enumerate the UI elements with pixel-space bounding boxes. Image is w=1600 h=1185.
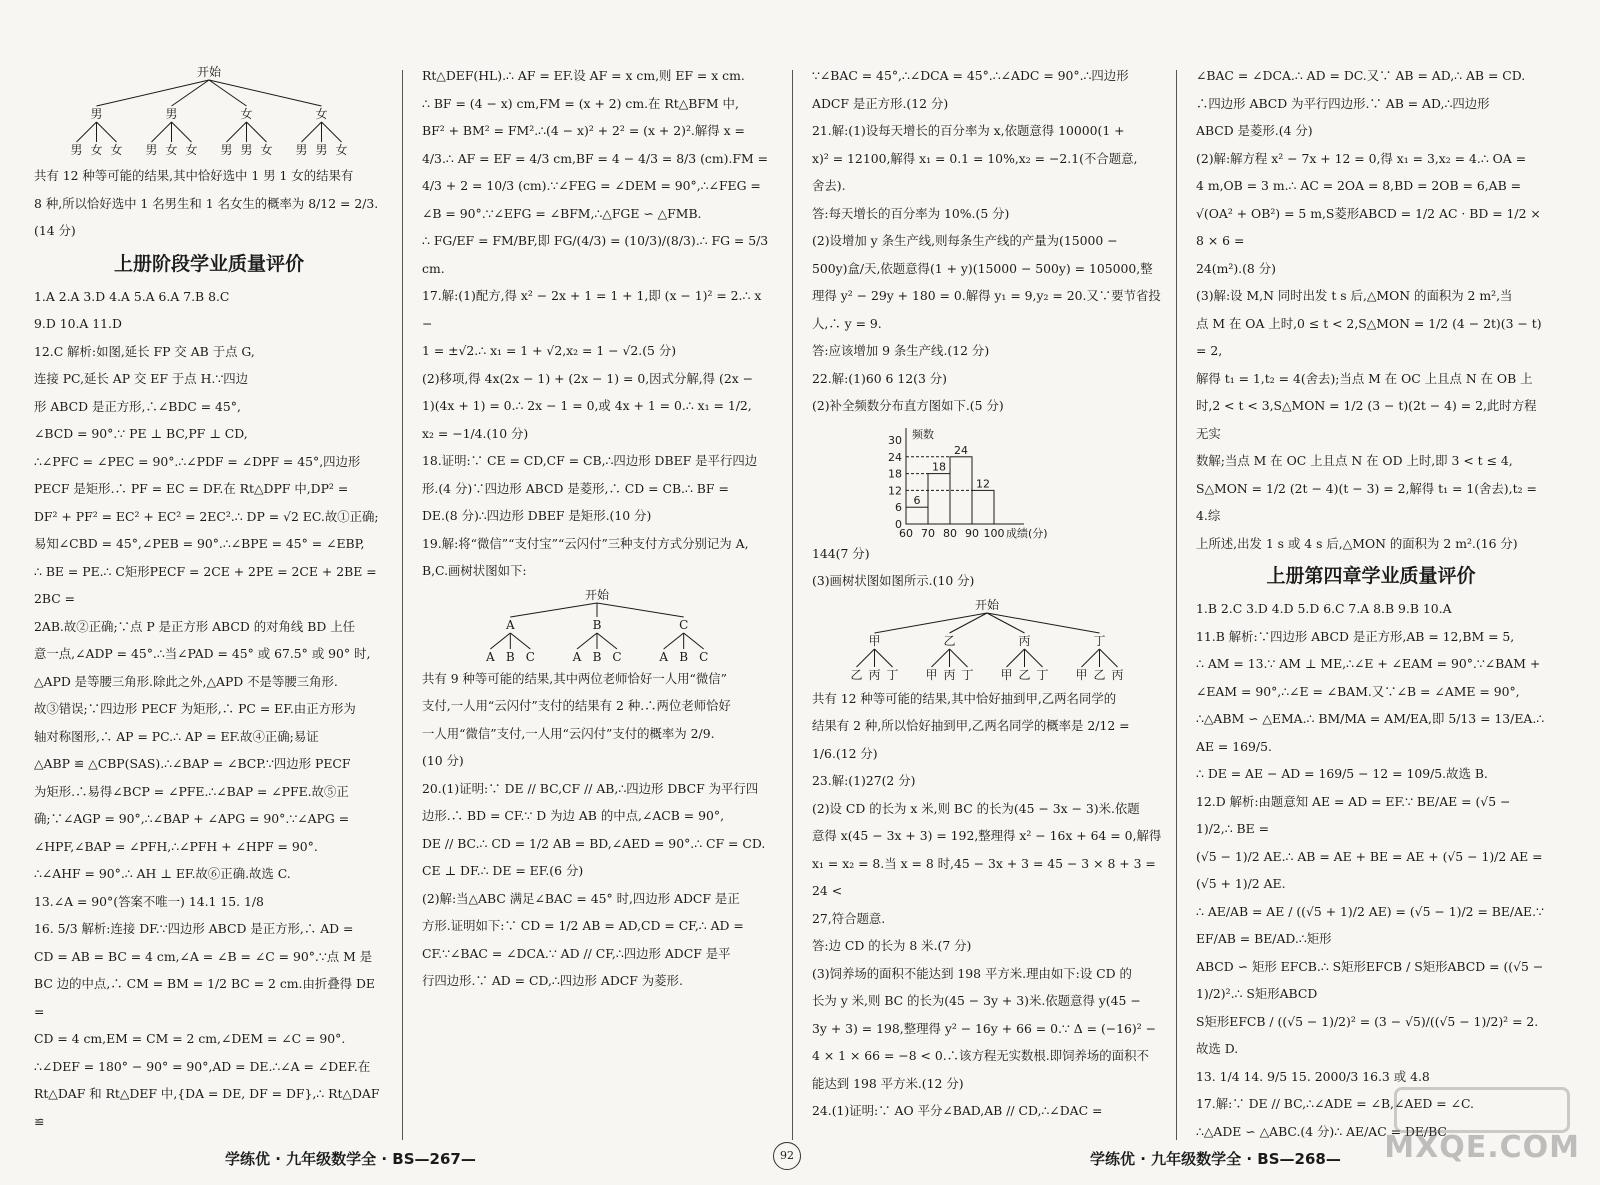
column-divider	[1176, 70, 1177, 1140]
watermark-seal	[1394, 1087, 1570, 1133]
text-line: 支付,一人用“云闪付”支付的结果有 2 种.∴两位老师恰好	[422, 698, 731, 713]
text-line: (3)解:设 M,N 同时出发 t s 后,△MON 的面积为 2 m²,当	[1196, 288, 1513, 303]
tree-branch	[684, 633, 704, 649]
text-line: BF² + BM² = FM².∴(4 − x)² + 2² = (x + 2)².解得 x =	[422, 123, 745, 138]
text-line: (14 分)	[34, 223, 76, 238]
text-line: 27,符合题意.	[812, 910, 886, 926]
text-line: ∴ AM = 13.∵ AM ⊥ ME,∴∠E + ∠EAM = 90°.∵∠BAM +	[1196, 656, 1541, 671]
tree-branch	[247, 122, 267, 142]
tree-branch	[302, 122, 322, 142]
tree-leaf-label: 男	[240, 143, 253, 157]
tree-branch	[950, 649, 968, 667]
text-line: 边形.∴ BD = CF.∵ D 为边 AB 的中点,∠ACB = 90°,	[422, 808, 725, 823]
tree-leaf-label: 男	[295, 143, 308, 157]
tree-diagram-students	[837, 595, 1137, 685]
text-line: 24(m²).(8 分)	[1196, 260, 1276, 276]
section-heading: 上册第四章学业质量评价	[1266, 565, 1476, 587]
text-line: (3)画树状图如图所示.(10 分)	[812, 573, 975, 588]
text-line: 2AB.故②正确;∵点 P 是正方形 ABCD 的对角线 BD 上任	[34, 618, 356, 634]
answer-text-block	[1196, 62, 1546, 557]
text-line: √(OA² + OB²) = 5 m,S菱形ABCD = 1/2 AC · BD = 1/2 × 8 × 6 =	[1196, 205, 1541, 248]
text-line: 共有 12 种等可能的结果,其中恰好选中 1 男 1 女的结果有	[34, 168, 354, 183]
text-line: 共有 12 种等可能的结果,其中恰好抽到甲,乙两名同学的	[812, 690, 1117, 706]
answer-text-block	[34, 162, 384, 245]
tree-branch	[172, 122, 192, 142]
tree-branch	[987, 613, 1100, 633]
tree-branch	[1100, 649, 1118, 667]
tree-leaf-label: 丙	[868, 667, 881, 682]
text-line: ∴ BE = PE.∴ C矩形PECF = 2CE + 2PE = 2CE + 2BE = 2BC =	[34, 563, 377, 606]
text-line: 1.B 2.C 3.D 4.D 5.D 6.C 7.A 8.B 9.B 10.A	[1196, 601, 1452, 616]
text-line: 答:应该增加 9 条生产线.(12 分)	[812, 343, 990, 358]
text-line: ABCD 是菱形.(4 分)	[1196, 123, 1313, 138]
text-line: 23.解:(1)27(2 分)	[812, 773, 916, 788]
text-line: 行四边形.∵ AD = CD,∴四边形 ADCF 为菱形.	[422, 973, 683, 988]
text-line: B,C.画树状图如下:	[422, 563, 527, 578]
answer-text-block	[422, 665, 772, 995]
x-tick-label: 80	[943, 526, 957, 540]
tree-leaf-label: 女	[185, 143, 198, 157]
text-line: ∠HPF,∠BAP = ∠PFH,∴∠PFH + ∠HPF = 90°.	[34, 838, 318, 854]
tree-leaf-label: 丁	[886, 667, 899, 682]
text-line: (3)饲养场的面积不能达到 198 平方米.理由如下:设 CD 的	[812, 965, 1132, 981]
y-tick-label: 12	[888, 483, 902, 497]
text-line: x₁ = x₂ = 8.当 x = 8 时,45 − 3x + 3 = 45 − 3 × 8 + 3 = 24 <	[812, 855, 1156, 898]
text-line: 20.(1)证明:∵ DE // BC,CF // AB,∴四边形 DBCF 为平行四	[422, 780, 759, 796]
text-line: S矩形EFCB / ((√5 − 1)/2)² = (3 − √5)/((√5 − 1)/2)² = 2.故选 D.	[1196, 1013, 1539, 1056]
answer-text-block	[34, 283, 384, 1136]
answer-text-block	[1196, 595, 1546, 1145]
histogram-bar	[928, 473, 950, 523]
tree-branch	[77, 122, 97, 142]
text-line: 答:每天增长的百分率为 10%.(5 分)	[812, 205, 1010, 221]
text-line: ∴ FG/EF = FM/BF,即 FG/(4/3) = (10/3)/(8/3).∴ FG = 5/3 cm.	[422, 233, 769, 276]
text-line: 17.解:(1)配方,得 x² − 2x + 1 = 1 + 1,即 (x − 1)² = 2.∴ x −	[422, 288, 762, 331]
text-line: (2)移项,得 4x(2x − 1) + (2x − 1) = 0,因式分解,得 (2x −	[422, 370, 754, 386]
page-mark: 92	[773, 1142, 801, 1170]
tree-node-label: 丙	[1018, 633, 1031, 648]
text-line: △ABP ≌ △CBP(SAS).∴∠BAP = ∠BCP.∵四边形 PECF	[34, 756, 351, 771]
tree-leaf-label: C	[525, 649, 535, 664]
text-line: 上所述,出发 1 s 或 4 s 后,△MON 的面积为 2 m².(16 分)	[1196, 535, 1518, 551]
tree-leaf-label: 女	[335, 143, 348, 157]
text-line: 形.(4 分)∵四边形 ABCD 是菱形,∴ CD = CB.∴ BF =	[422, 480, 729, 496]
tree-node-label: 男	[165, 107, 178, 121]
answer-text-block	[812, 685, 1162, 1125]
text-line: 人,∴ y = 9.	[812, 315, 882, 331]
text-line: ∴△ADE ∽ △ABC.(4 分)∴ AE/AC = DE/BC	[1196, 1123, 1447, 1139]
text-line: 共有 9 种等可能的结果,其中两位老师恰好一人用“微信”	[422, 670, 727, 686]
y-tick-label: 18	[888, 467, 902, 481]
text-line: (2)补全频数分布直方图如下.(5 分)	[812, 398, 1004, 413]
tree-leaf-label: 男	[315, 143, 328, 157]
text-line: 数解;当点 M 在 OC 上且点 N 在 OD 上时,即 3 < t ≤ 4,	[1196, 453, 1513, 468]
tree-node-label: 丁	[1093, 633, 1106, 648]
text-line: 12.D 解析:由题意知 AE = AD = EF.∵ BE/AE = (√5 − 1)/2,∴ BE =	[1196, 793, 1511, 836]
text-line: (10 分)	[422, 753, 464, 768]
text-line: 时,2 < t < 3,S△MON = 1/2 (3 − t)(2t − 4) = 2,此时方程无实	[1196, 398, 1537, 441]
tree-node-label: B	[592, 617, 602, 632]
y-axis-label: 频数	[912, 427, 934, 441]
column-1	[34, 62, 384, 1129]
tree-leaf-label: 女	[110, 143, 123, 157]
text-line: ∴ DE = AE − AD = 169/5 − 12 = 109/5.故选 B.	[1196, 766, 1488, 781]
text-line: 13. 1/4 14. 9/5 15. 2000/3 16.3 或 4.8	[1196, 1068, 1430, 1084]
tree-branch	[152, 122, 172, 142]
tree-leaf-label: 甲	[1000, 667, 1013, 682]
tree-leaf-label: 丁	[1036, 667, 1049, 682]
tree-root-label: 开始	[584, 587, 610, 602]
answer-text-block	[812, 62, 1162, 420]
text-line: 4/3.∴ AF = EF = 4/3 cm,BF = 4 − 4/3 = 8/3 (cm).FM =	[422, 150, 769, 166]
text-line: PECF 是矩形.∴ PF = EC = DF.在 Rt△DPF 中,DP² =	[34, 481, 349, 496]
text-line: 故③错误;∵四边形 PECF 为矩形,∴ PC = EF.由正方形为	[34, 701, 356, 716]
text-line: 连接 PC,延长 AP 交 EF 于点 H.∵四边	[34, 371, 249, 386]
text-line: △APD 是等腰三角形.除此之外,△APD 不是等腰三角形.	[34, 673, 338, 689]
text-line: 理得 y² − 29y + 180 = 0.解得 y₁ = 9,y₂ = 20.又∵要节省投	[812, 288, 1161, 303]
text-line: ∴ BF = (4 − x) cm,FM = (x + 2) cm.在 Rt△BFM 中,	[422, 95, 739, 111]
column-2	[422, 62, 772, 1122]
text-line: 4 × 1 × 66 = −8 < 0.∴该方程无实数根.即饲养场的面积不	[812, 1048, 1149, 1063]
y-tick-label: 30	[888, 433, 902, 447]
text-line: x)² = 12100,解得 x₁ = 0.1 = 10%,x₂ = −2.1(不合题意,	[812, 150, 1138, 166]
tree-branch	[1007, 649, 1025, 667]
text-line: 结果有 2 种,所以恰好抽到甲,乙两名同学的概率是 2/12 =	[812, 718, 1130, 733]
text-line: CF.∵∠BAC = ∠DCA.∵ AD // CF,∴四边形 ADCF 是平	[422, 945, 731, 961]
y-tick-label: 24	[888, 450, 902, 464]
text-line: CE ⊥ DF.∴ DE = EF.(6 分)	[422, 863, 584, 878]
text-line: 易知∠CBD = 45°,∠PEB = 90°.∴∠BPE = 45° = ∠EBP,	[34, 536, 365, 551]
x-axis-label: 成绩(分)	[1006, 526, 1048, 540]
tree-leaf-label: 丙	[943, 667, 956, 682]
y-tick-label: 6	[895, 500, 902, 514]
tree-branch	[490, 633, 510, 649]
text-line: ∴四边形 ABCD 为平行四边形.∵ AB = AD,∴四边形	[1196, 95, 1490, 111]
column-3	[812, 62, 1162, 1122]
text-line: 意一点,∠ADP = 45°.∴当∠PAD = 45° 或 67.5° 或 90° 时,	[34, 646, 371, 661]
text-line: 一人用“微信”支付,一人用“云闪付”支付的概率为 2/9.	[422, 725, 715, 741]
tree-leaf-label: A	[659, 649, 669, 664]
x-tick-label: 100	[983, 526, 1005, 540]
tree-diagram-payment	[467, 585, 727, 665]
tree-leaf-label: 甲	[1075, 667, 1088, 682]
column-divider	[402, 70, 403, 1140]
text-line: 4 m,OB = 3 m.∴ AC = 2OA = 8,BD = 2OB = 6,AB =	[1196, 178, 1522, 193]
text-line: 3y + 3) = 198,整理得 y² − 16y + 66 = 0.∵ Δ = (−16)² −	[812, 1020, 1157, 1036]
bar-value-label: 18	[932, 460, 946, 474]
histogram-bar	[906, 507, 928, 524]
tree-leaf-label: B	[679, 649, 689, 664]
text-line: 答:边 CD 的长为 8 米.(7 分)	[812, 938, 972, 953]
text-line: (2)设增加 y 条生产线,则每条生产线的产量为(15000 −	[812, 233, 1118, 248]
tree-diagram-gender	[59, 62, 359, 162]
tree-leaf-label: 女	[165, 143, 178, 157]
text-line: 舍去).	[812, 178, 846, 193]
text-line: ∠B = 90°.∵∠EFG = ∠BFM,∴△FGE ∽ △FMB.	[422, 205, 702, 221]
tree-branch	[857, 649, 875, 667]
tree-root-label: 开始	[974, 597, 1000, 612]
text-line: (2)解:解方程 x² − 7x + 12 = 0,得 x₁ = 3,x₂ = 4.∴ OA =	[1196, 150, 1527, 166]
tree-leaf-label: 甲	[925, 667, 938, 682]
text-line: 确;∵∠AGP = 90°,∴∠BAP + ∠APG = 90°.∵∠APG =	[34, 811, 350, 826]
answer-text-block	[812, 540, 1162, 595]
text-line: Rt△DEF(HL).∴ AF = EF.设 AF = x cm,则 EF = x cm.	[422, 68, 745, 83]
text-line: 144(7 分)	[812, 545, 870, 561]
tree-leaf-label: 男	[145, 143, 158, 157]
tree-root-label: 开始	[196, 65, 222, 79]
text-line: 1)(4x + 1) = 0.∴ 2x − 1 = 0,或 4x + 1 = 0.∴ x₁ = 1/2,	[422, 398, 752, 413]
text-line: (2)解:当△ABC 满足∠BAC = 45° 时,四边形 ADCF 是正	[422, 890, 740, 906]
text-line: 形 ABCD 是正方形,∴∠BDC = 45°,	[34, 398, 241, 414]
tree-node-label: 乙	[943, 633, 956, 648]
tree-node-label: 甲	[868, 633, 881, 648]
bar-value-label: 24	[954, 443, 968, 457]
text-line: (2)设 CD 的长为 x 米,则 BC 的长为(45 − 3x − 3)米.依题	[812, 800, 1140, 816]
tree-leaf-label: A	[485, 649, 495, 664]
text-line: DE.(8 分)∴四边形 DBEF 是矩形.(10 分)	[422, 508, 652, 523]
tree-branch	[664, 633, 684, 649]
frequency-histogram	[812, 420, 1162, 540]
tree-branch	[875, 649, 893, 667]
text-line: 9.D 10.A 11.D	[34, 316, 122, 331]
text-line: 能达到 198 平方米.(12 分)	[812, 1075, 964, 1091]
x-tick-label: 90	[965, 526, 979, 540]
text-line: 1/6.(12 分)	[812, 745, 878, 761]
tree-branch	[322, 122, 342, 142]
text-line: 500y)盒/天,依题意得(1 + y)(15000 − 500y) = 105000,整	[812, 260, 1153, 276]
text-line: DE // BC.∴ CD = 1/2 AB = BD,∠AED = 90°.∴ CF = CD.	[422, 835, 766, 851]
text-line: ∠EAM = 90°,∴∠E = ∠BAM.又∵∠B = ∠AME = 90°,	[1196, 683, 1520, 699]
tree-leaf-label: 乙	[1093, 667, 1106, 682]
tree-leaf-label: 乙	[850, 667, 863, 682]
text-line: 19.解:将“微信”“支付宝”“云闪付”三种支付方式分别记为 A,	[422, 535, 749, 551]
text-line: 17.解:∵ DE // BC,∴∠ADE = ∠B,∠AED = ∠C.	[1196, 1096, 1474, 1111]
text-line: 24.(1)证明:∵ AO 平分∠BAD,AB // CD,∴∠DAC =	[812, 1103, 1103, 1118]
text-line: Rt△DAF 和 Rt△DEF 中,{DA = DE, DF = DF},∴ Rt△DAF ≌	[34, 1086, 380, 1129]
tree-branch	[597, 633, 617, 649]
section-heading: 上册阶段学业质量评价	[113, 252, 304, 275]
tree-branch	[97, 122, 117, 142]
tree-branch	[510, 633, 530, 649]
text-line: 18.证明:∵ CE = CD,CF = CB,∴四边形 DBEF 是平行四边	[422, 453, 758, 468]
answer-text-block	[422, 62, 772, 585]
watermark: MXQE.COM	[1384, 1130, 1580, 1165]
tree-branch	[597, 603, 684, 617]
text-line: ∴∠DEF = 180° − 90° = 90°,AD = DE.∴∠A = ∠DEF.在	[34, 1058, 371, 1074]
tree-branch	[227, 122, 247, 142]
bar-value-label: 12	[976, 476, 990, 490]
text-line: 8 种,所以恰好选中 1 名男生和 1 名女生的概率为 8/12 = 2/3.	[34, 195, 379, 211]
text-line: 1.A 2.A 3.D 4.A 5.A 6.A 7.B 8.C	[34, 288, 230, 304]
text-line: 1 = ±√2.∴ x₁ = 1 + √2,x₂ = 1 − √2.(5 分)	[422, 343, 677, 358]
tree-leaf-label: 丙	[1111, 667, 1124, 682]
histogram-bar	[972, 490, 994, 524]
text-line: ∴△ABM ∽ △EMA.∴ BM/MA = AM/EA,即 5/13 = 13/EA.∴ AE = 169/5.	[1196, 711, 1545, 754]
text-line: 方形.证明如下:∵ CD = 1/2 AB = AD,CD = CF,∴ AD =	[422, 918, 744, 933]
text-line: ADCF 是正方形.(12 分)	[812, 95, 949, 111]
text-line: x₂ = −1/4.(10 分)	[422, 425, 529, 441]
text-line: CD = 4 cm,EM = CM = 2 cm,∠DEM = ∠C = 90°.	[34, 1031, 346, 1046]
text-line: DF² + PF² = EC² + EC² = 2EC².∴ DP = √2 EC.故①正确;	[34, 508, 379, 524]
tree-leaf-label: 男	[220, 143, 233, 157]
text-line: ∴∠AHF = 90°.∴ AH ⊥ EF.故⑥正确.故选 C.	[34, 866, 291, 881]
text-line: 16. 5/3 解析:连接 DF.∵四边形 ABCD 是正方形,∴ AD =	[34, 921, 354, 936]
text-line: 点 M 在 OA 上时,0 ≤ t < 2,S△MON = 1/2 (4 − 2t)(3 − t) = 2,	[1196, 315, 1542, 358]
text-line: 11.B 解析:∵四边形 ABCD 是正方形,AB = 12,BM = 5,	[1196, 628, 1515, 644]
text-line: ∠BAC = ∠DCA.∴ AD = DC.又∵ AB = AD,∴ AB = CD.	[1196, 68, 1526, 83]
tree-leaf-label: 男	[70, 143, 83, 157]
text-line: 为矩形.∴易得∠BCP = ∠PFE.∴∠BAP = ∠PFE.故⑤正	[34, 783, 349, 799]
text-line: 22.解:(1)60 6 12(3 分)	[812, 370, 947, 386]
text-line: ABCD ∽ 矩形 EFCB.∴ S矩形EFCB / S矩形ABCD = ((√5 − 1)/2)².∴ S矩形ABCD	[1196, 958, 1544, 1001]
text-line: 长为 y 米,则 BC 的长为(45 − 3y + 3)米.依题意得 y(45 −	[812, 993, 1141, 1008]
text-line: ∵∠BAC = 45°,∴∠DCA = 45°.∴∠ADC = 90°.∴四边形	[812, 68, 1129, 83]
tree-node-label: A	[505, 617, 515, 632]
column-4	[1196, 62, 1546, 1139]
tree-branch	[510, 603, 597, 617]
tree-branch	[97, 80, 210, 106]
tree-node-label: 男	[90, 107, 103, 121]
column-divider	[792, 70, 793, 1140]
text-line: ∴ AE/AB = AE / ((√5 + 1)/2 AE) = (√5 − 1)/2 = BE/AE.∵ EF/AB = BE/AD.∴矩形	[1196, 903, 1544, 946]
text-line: 12.C 解析:如图,延长 FP 交 AB 于点 G,	[34, 343, 255, 359]
text-line: BC 边的中点,∴ CM = BM = 1/2 BC = 2 cm.由折叠得 DE =	[34, 976, 375, 1019]
footer-right: 学练优 · 九年级数学全 · BS—268—	[1090, 1150, 1341, 1168]
text-line: 轴对称图形,∴ AP = PC.∴ AP = EF.故④正确;易证	[34, 728, 319, 744]
bar-value-label: 6	[913, 493, 921, 507]
text-line: 意得 x(45 − 3x + 3) = 192,整理得 x² − 16x + 64 = 0,解得	[812, 828, 1162, 843]
footer-left: 学练优 · 九年级数学全 · BS—267—	[225, 1150, 476, 1168]
tree-leaf-label: 女	[90, 143, 103, 157]
text-line: 21.解:(1)设每天增长的百分率为 x,依题意得 10000(1 +	[812, 123, 1125, 138]
text-line: 解得 t₁ = 1,t₂ = 4(舍去);当点 M 在 OC 上且点 N 在 OB 上	[1196, 370, 1533, 386]
tree-leaf-label: 丁	[961, 667, 974, 682]
tree-node-label: 女	[240, 107, 253, 121]
x-tick-label: 60	[899, 526, 913, 540]
tree-leaf-label: 乙	[1018, 667, 1031, 682]
text-line: S△MON = 1/2 (2t − 4)(t − 3) = 2,解得 t₁ = 1(舍去),t₂ = 4.综	[1196, 480, 1537, 523]
tree-leaf-label: B	[505, 649, 515, 664]
text-line: CD = AB = BC = 4 cm,∠A = ∠B = ∠C = 90°.∵点 M 是	[34, 948, 373, 964]
tree-leaf-label: C	[612, 649, 622, 664]
text-line: 13.∠A = 90°(答案不唯一) 14.1 15. 1/8	[34, 893, 264, 909]
tree-branch	[1025, 649, 1043, 667]
tree-node-label: C	[679, 617, 689, 632]
tree-leaf-label: C	[699, 649, 709, 664]
tree-leaf-label: 女	[260, 143, 273, 157]
text-line: 4/3 + 2 = 10/3 (cm).∵∠FEG = ∠DEM = 90°,∴∠FEG =	[422, 178, 761, 193]
tree-leaf-label: B	[592, 649, 602, 664]
tree-branch	[209, 80, 322, 106]
x-tick-label: 70	[921, 526, 935, 540]
tree-branch	[577, 633, 597, 649]
tree-branch	[932, 649, 950, 667]
tree-leaf-label: A	[572, 649, 582, 664]
y-tick-label: 0	[895, 517, 902, 531]
text-line: ∴∠PFC = ∠PEC = 90°.∴∠PDF = ∠DPF = 45°,四边形	[34, 453, 361, 469]
tree-branch	[1082, 649, 1100, 667]
text-line: ∠BCD = 90°.∵ PE ⊥ BC,PF ⊥ CD,	[34, 426, 248, 441]
tree-node-label: 女	[315, 107, 328, 121]
tree-branch	[875, 613, 988, 633]
text-line: (√5 − 1)/2 AE.∴ AB = AE + BE = AE + (√5 − 1)/2 AE = (√5 + 1)/2 AE.	[1196, 848, 1543, 891]
